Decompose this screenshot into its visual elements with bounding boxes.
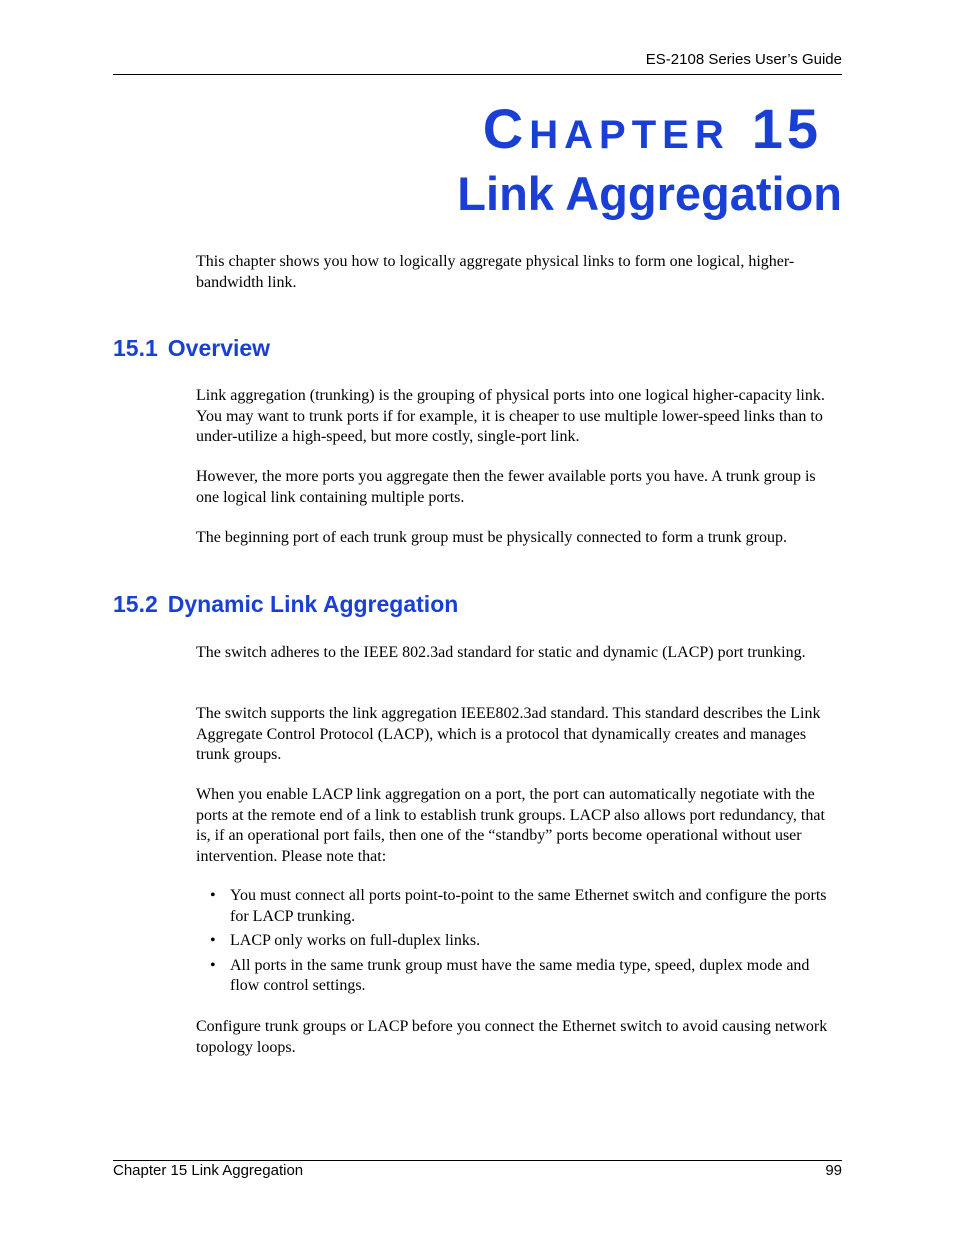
footer-rule: [113, 1160, 842, 1161]
paragraph: However, the more ports you aggregate then the fewer available ports you have. A trunk group is one logical link containing multiple ports.: [196, 468, 816, 506]
footer-chapter-label: Chapter 15 Link Aggregation: [113, 1162, 304, 1179]
chapter-title: Link Aggregation: [457, 167, 842, 220]
list-item-text: You must connect all ports point-to-point to the same Ethernet switch and configure the ports for LACP trunking.: [230, 887, 827, 925]
list-item: [196, 956, 842, 997]
chapter-word-initial: C: [482, 97, 530, 160]
paragraph: When you enable LACP link aggregation on a port, the port can automatically negotiate with the ports at the remote end of a link to establish trunk groups. LACP also allows port redundancy, that is, if an operational port fails, then one of the “standby” ports become operational without user intervention. Please note that:: [196, 786, 825, 865]
section-title: Overview: [167, 335, 271, 361]
bullet-icon: •: [210, 887, 216, 904]
section-heading-dynamic-link-aggregation: [113, 591, 458, 618]
intro-paragraph: This chapter shows you how to logically aggregate physical links to form one logical, higher-bandwidth link.: [196, 253, 795, 291]
chapter-label: [483, 96, 822, 161]
closing-paragraph: Configure trunk groups or LACP before you connect the Ethernet switch to avoid causing network topology loops.: [196, 1018, 828, 1056]
bullet-list: [196, 886, 842, 1001]
list-item-text: LACP only works on full-duplex links.: [230, 932, 481, 949]
list-item: [196, 886, 842, 927]
paragraph: The switch adheres to the IEEE 802.3ad standard for static and dynamic (LACP) port trunking.: [196, 644, 806, 661]
page-number: 99: [825, 1162, 842, 1179]
section-number: 15.2: [113, 591, 158, 617]
bullet-icon: •: [210, 932, 216, 949]
running-header: ES-2108 Series User’s Guide: [645, 51, 842, 68]
paragraph: Link aggregation (trunking) is the grouping of physical ports into one logical higher-capacity link. You may want to trunk ports if for example, it is cheaper to use multiple lower-speed links than to under-utilize a high-speed, but more costly, single-port link.: [196, 387, 825, 445]
paragraph: The switch supports the link aggregation IEEE802.3ad standard. This standard describes the Link Aggregate Control Protocol (LACP), which is a protocol that dynamically creates and manages trunk groups.: [196, 705, 821, 763]
section-title: Dynamic Link Aggregation: [167, 591, 459, 617]
section-number: 15.1: [113, 335, 158, 361]
list-item-text: All ports in the same trunk group must have the same media type, speed, duplex mode and flow control settings.: [230, 956, 810, 994]
chapter-word-rest: HAPTER: [529, 113, 730, 157]
bullet-icon: •: [210, 956, 216, 974]
list-item: [196, 931, 842, 952]
section-heading-overview: [113, 335, 270, 362]
paragraph: The beginning port of each trunk group must be physically connected to form a trunk group.: [196, 529, 787, 546]
chapter-number: 15: [751, 97, 822, 160]
header-rule: [113, 74, 842, 75]
